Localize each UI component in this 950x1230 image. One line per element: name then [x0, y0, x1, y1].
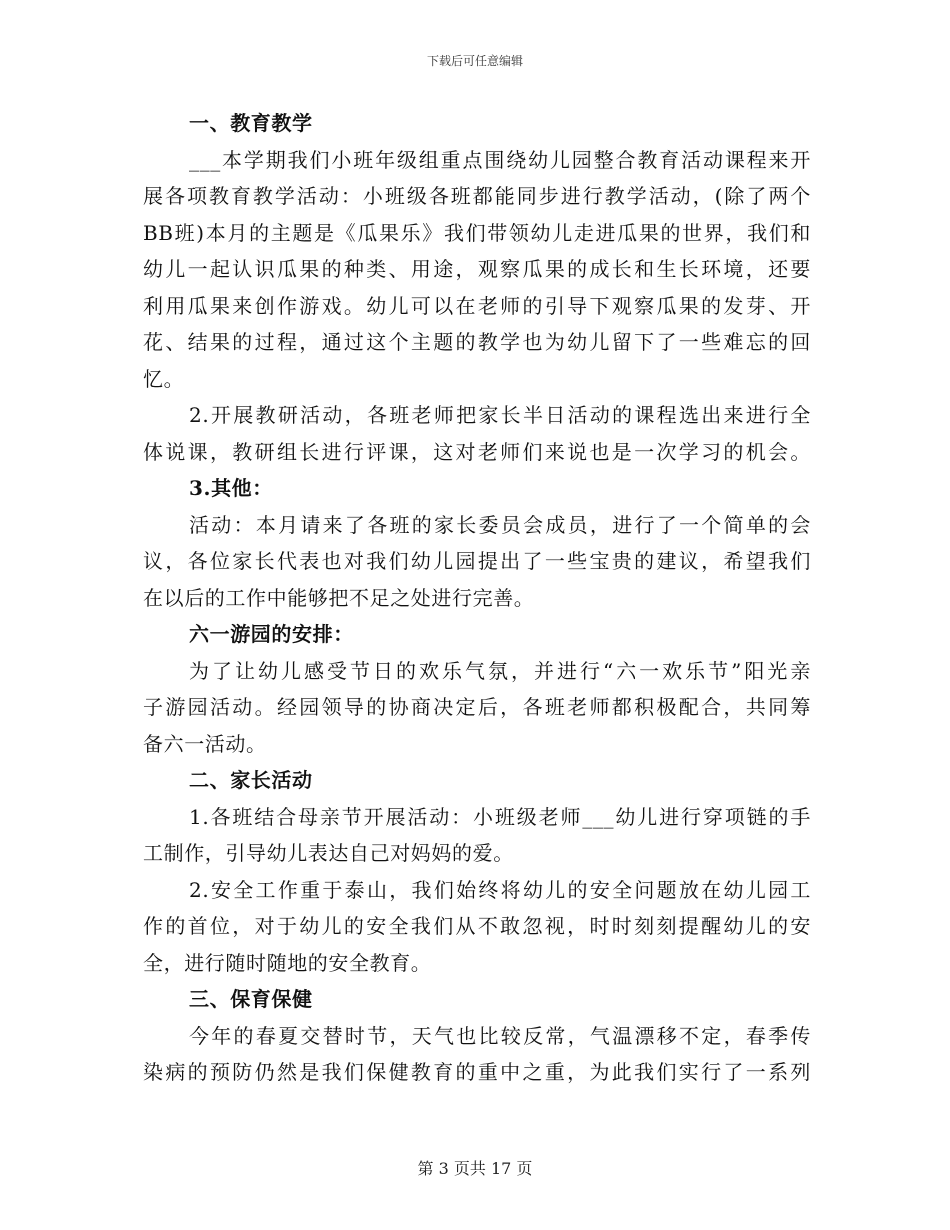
text-line: 染病的预防仍然是我们保健教育的重中之重，为此我们实行了一系列: [143, 1060, 811, 1084]
text-line: 工制作，引导幼儿表达自己对妈妈的爱。: [143, 841, 514, 865]
page-footer: 第 3 页共 17 页: [417, 1159, 533, 1178]
document-body: [143, 105, 811, 1091]
text-line: 忆。: [143, 366, 185, 391]
text-line: 子游园活动。经园领导的协商决定后，各班老师都积极配合，共同筹: [143, 695, 811, 719]
page-header: 下载后可任意编辑: [426, 54, 523, 68]
text-line: 备六一活动。: [143, 731, 267, 756]
text-line: 体说课，教研组长进行评课，这对老师们来说也是一次学习的机会。: [143, 439, 811, 464]
text-line: 议，各位家长代表也对我们幼儿园提出了一些宝贵的建议，希望我们: [143, 549, 811, 573]
text-line: 2.安全工作重于泰山，我们始终将幼儿的安全问题放在幼儿园工: [189, 877, 811, 902]
text-line: 2.开展教研活动，各班老师把家长半日活动的课程选出来进行全: [189, 403, 811, 427]
text-line: 幼儿一起认识瓜果的种类、用途，观察瓜果的成长和生长环境，还要: [143, 257, 811, 281]
text-line: 作的首位，对于幼儿的安全我们从不敢忽视，时时刻刻提醒幼儿的安: [143, 914, 811, 938]
text-line: 活动：本月请来了各班的家长委员会成员，进行了一个简单的会: [189, 512, 811, 537]
text-line: 为了让幼儿感受节日的欢乐气氛，并进行“六一欢乐节”阳光亲: [189, 658, 811, 683]
text-line: 1.各班结合母亲节开展活动：小班级老师___幼儿进行穿项链的手: [189, 804, 811, 829]
text-line: 今年的春夏交替时节，天气也比较反常，气温漂移不定，春季传: [189, 1023, 811, 1048]
text-line: 利用瓜果来创作游戏。幼儿可以在老师的引导下观察瓜果的发芽、开: [143, 293, 811, 318]
section-heading: 六一游园的安排：: [189, 622, 354, 646]
text-line: 在以后的工作中能够把不足之处进行完善。: [143, 585, 535, 610]
text-line: BB班)本月的主题是《瓜果乐》我们带领幼儿走进瓜果的世界，我们和: [143, 220, 811, 245]
section-heading: 二、家长活动: [189, 768, 313, 792]
section-heading: 三、保育保健: [189, 987, 313, 1011]
text-line: 全，进行随时随地的安全教育。: [143, 950, 432, 975]
text-line: ___本学期我们小班年级组重点围绕幼儿园整合教育活动课程来开: [189, 147, 811, 172]
section-heading: 一、教育教学: [189, 111, 313, 135]
text-line: 花、结果的过程，通过这个主题的教学也为幼儿留下了一些难忘的回: [143, 330, 811, 354]
text-line: 展各项教育教学活动：小班级各班都能同步进行教学活动，(除了两个: [143, 184, 811, 208]
section-heading: 3.其他：: [189, 476, 273, 500]
